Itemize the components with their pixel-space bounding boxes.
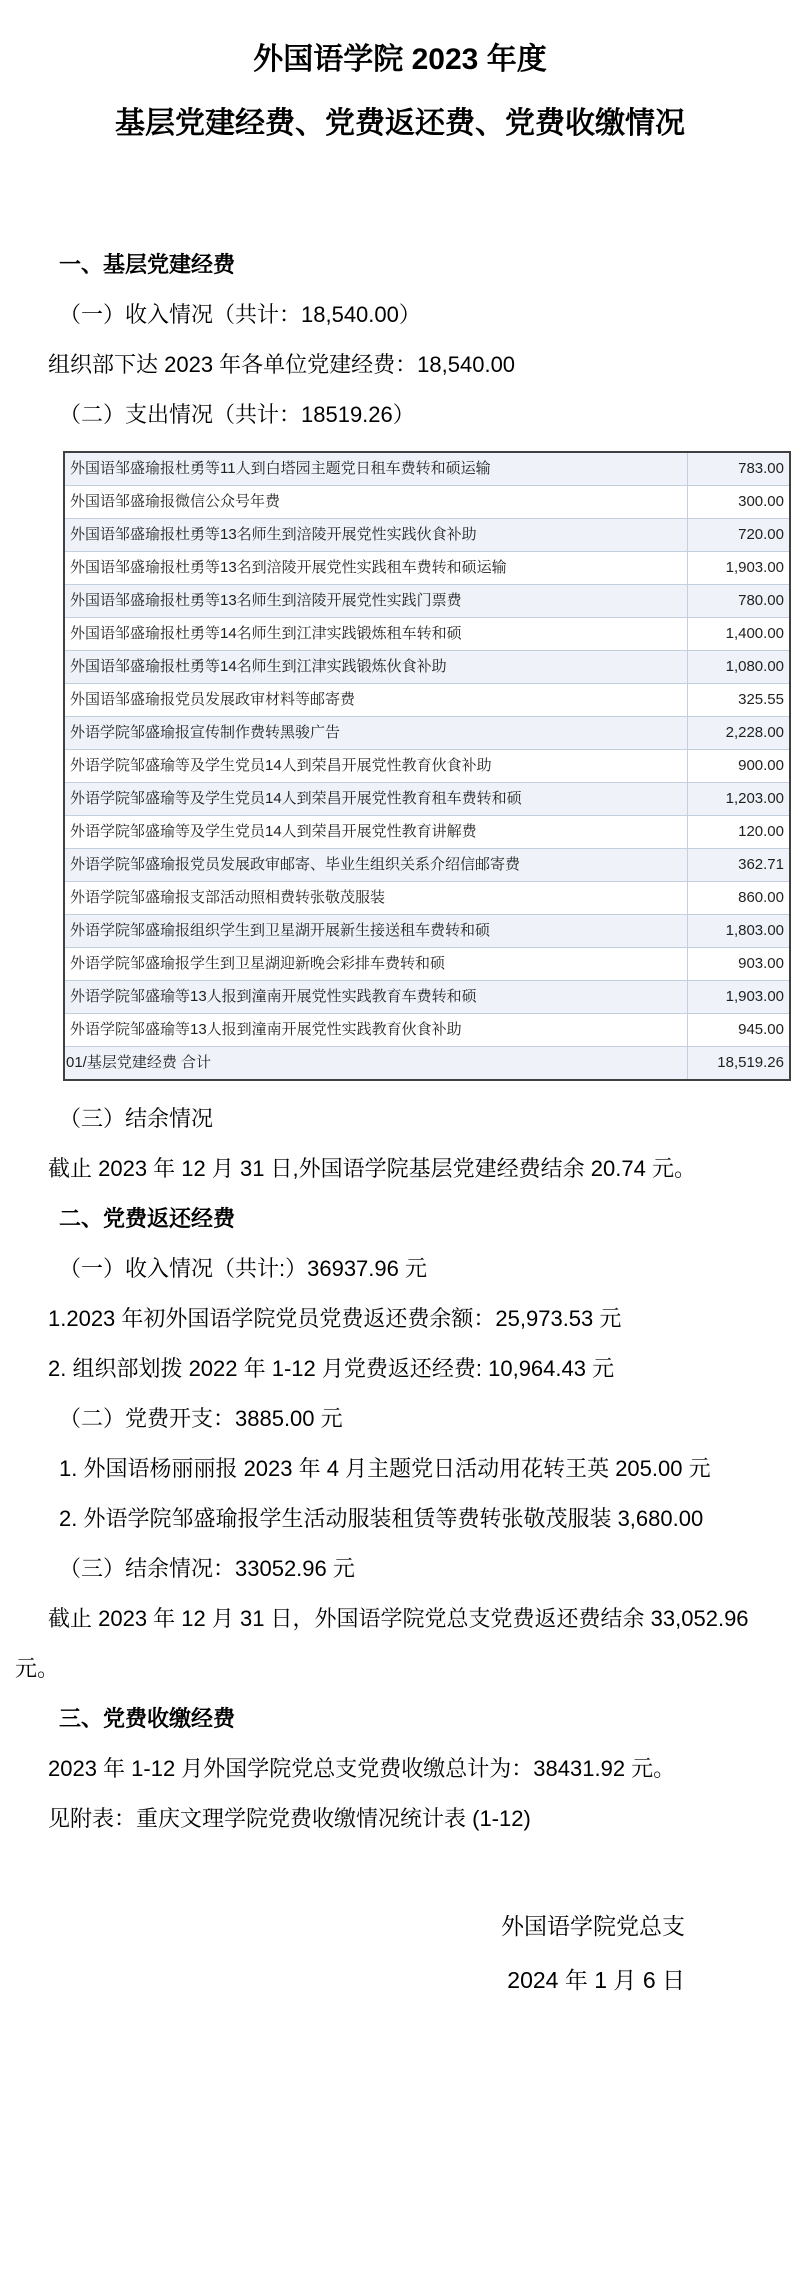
- expense-amount-cell: 362.71: [688, 849, 791, 882]
- section2-income-heading: （一）收入情况（共计:）36937.96 元: [59, 1256, 427, 1281]
- section1-expense-heading: （二）支出情况（共计：18519.26）: [59, 402, 415, 427]
- expense-row: [64, 849, 790, 882]
- expense-amount-cell: 1,803.00: [688, 915, 791, 948]
- section2-income-item1: 1.2023 年初外国语学院党员党费返还费余额：25,973.53 元: [48, 1306, 622, 1331]
- expense-desc-cell: 外国语邹盛瑜报杜勇等14名师生到江津实践锻炼伙食补助: [64, 651, 688, 684]
- document-title-line1: 外国语学院 2023 年度: [253, 43, 547, 76]
- section1-income-detail: 组织部下达 2023 年各单位党建经费：18,540.00: [48, 352, 516, 377]
- section1-heading: 一、基层党建经费: [59, 252, 236, 277]
- expense-desc-cell: 外国语邹盛瑜报杜勇等14名师生到江津实践锻炼租车转和硕: [64, 618, 688, 651]
- section2-expense-item1: 1. 外国语杨丽丽报 2023 年 4 月主题党日活动用花转王英 205.00 元: [59, 1456, 711, 1481]
- expense-amount-cell: 903.00: [688, 948, 791, 981]
- document-title-line2: 基层党建经费、党费返还费、党费收缴情况: [115, 107, 685, 140]
- section1-balance-text: 截止 2023 年 12 月 31 日,外国语学院基层党建经费结余 20.74 元。: [48, 1156, 696, 1181]
- expense-row: [64, 783, 790, 816]
- section2-balance-heading: （三）结余情况：33052.96 元: [59, 1556, 355, 1581]
- expense-desc-cell: 外语学院邹盛瑜报组织学生到卫星湖开展新生接送租车费转和硕: [64, 915, 688, 948]
- expense-desc-cell: 外国语邹盛瑜报党员发展政审材料等邮寄费: [64, 684, 688, 717]
- expense-row: [64, 915, 790, 948]
- expense-row: [64, 452, 790, 486]
- expense-desc-cell: 外国语邹盛瑜报杜勇等13名师生到涪陵开展党性实践伙食补助: [64, 519, 688, 552]
- expense-desc-cell: 外语学院邹盛瑜等及学生党员14人到荣昌开展党性教育伙食补助: [64, 750, 688, 783]
- expense-table-body: [64, 452, 790, 1080]
- section2-expense-heading: （二）党费开支：3885.00 元: [59, 1406, 343, 1431]
- expense-row: [64, 750, 790, 783]
- section1-income-heading: （一）收入情况（共计：18,540.00）: [59, 302, 421, 327]
- expense-row: [64, 651, 790, 684]
- expense-amount-cell: 1,903.00: [688, 981, 791, 1014]
- expense-amount-cell: 783.00: [688, 452, 791, 486]
- expense-total-label-cell: 01/基层党建经费 合计: [64, 1047, 688, 1081]
- expense-amount-cell: 1,903.00: [688, 552, 791, 585]
- expense-row: [64, 519, 790, 552]
- section1-balance-heading: （三）结余情况: [59, 1106, 214, 1131]
- expense-row: [64, 552, 790, 585]
- expense-desc-cell: 外语学院邹盛瑜等13人报到潼南开展党性实践教育伙食补助: [64, 1014, 688, 1047]
- signature-org: 外国语学院党总支: [501, 1913, 685, 1939]
- expense-amount-cell: 120.00: [688, 816, 791, 849]
- signature-block: [15, 1899, 785, 2007]
- section2-expense-item2: 2. 外语学院邹盛瑜报学生活动服装租赁等费转张敬茂服装 3,680.00: [59, 1506, 704, 1531]
- expense-desc-cell: 外国语邹盛瑜报杜勇等13名到涪陵开展党性实践租车费转和硕运输: [64, 552, 688, 585]
- expense-desc-cell: 外国语邹盛瑜报杜勇等11人到白塔园主题党日租车费转和硕运输: [64, 452, 688, 486]
- expense-row: [64, 882, 790, 915]
- expense-amount-cell: 1,080.00: [688, 651, 791, 684]
- signature-date: 2024 年 1 月 6 日: [507, 1967, 685, 1993]
- expense-amount-cell: 720.00: [688, 519, 791, 552]
- expense-row: [64, 486, 790, 519]
- expense-desc-cell: 外语学院邹盛瑜报党员发展政审邮寄、毕业生组织关系介绍信邮寄费: [64, 849, 688, 882]
- expense-desc-cell: 外国语邹盛瑜报微信公众号年费: [64, 486, 688, 519]
- expense-table: [63, 451, 791, 1081]
- expense-desc-cell: 外语学院邹盛瑜等及学生党员14人到荣昌开展党性教育租车费转和硕: [64, 783, 688, 816]
- expense-row: [64, 1014, 790, 1047]
- expense-total-amount-cell: 18,519.26: [688, 1047, 791, 1081]
- expense-amount-cell: 1,203.00: [688, 783, 791, 816]
- expense-row: [64, 981, 790, 1014]
- expense-row: [64, 684, 790, 717]
- expense-amount-cell: 325.55: [688, 684, 791, 717]
- expense-amount-cell: 900.00: [688, 750, 791, 783]
- expense-amount-cell: 300.00: [688, 486, 791, 519]
- section2-income-item2: 2. 组织部划拨 2022 年 1-12 月党费返还经费: 10,964.43 元: [48, 1356, 615, 1381]
- section3-total-text: 2023 年 1-12 月外国学院党总支党费收缴总计为：38431.92 元。: [48, 1756, 676, 1781]
- expense-desc-cell: 外语学院邹盛瑜报支部活动照相费转张敬茂服装: [64, 882, 688, 915]
- section2-balance-text: 截止 2023 年 12 月 31 日，外国语学院党总支党费返还费结余 33,052.96 元。: [15, 1606, 749, 1681]
- expense-amount-cell: 780.00: [688, 585, 791, 618]
- expense-amount-cell: 2,228.00: [688, 717, 791, 750]
- expense-desc-cell: 外语学院邹盛瑜报宣传制作费转黑骏广告: [64, 717, 688, 750]
- expense-desc-cell: 外语学院邹盛瑜等13人报到潼南开展党性实践教育车费转和硕: [64, 981, 688, 1014]
- section3-appendix-text: 见附表：重庆文理学院党费收缴情况统计表 (1-12): [48, 1806, 531, 1831]
- expense-row: [64, 948, 790, 981]
- expense-desc-cell: 外语学院邹盛瑜报学生到卫星湖迎新晚会彩排车费转和硕: [64, 948, 688, 981]
- expense-amount-cell: 945.00: [688, 1014, 791, 1047]
- expense-row: [64, 618, 790, 651]
- section2-heading: 二、党费返还经费: [59, 1206, 236, 1231]
- expense-row: [64, 816, 790, 849]
- expense-amount-cell: 860.00: [688, 882, 791, 915]
- expense-amount-cell: 1,400.00: [688, 618, 791, 651]
- expense-row: [64, 717, 790, 750]
- expense-total-row: [64, 1047, 790, 1081]
- expense-row: [64, 585, 790, 618]
- expense-desc-cell: 外国语邹盛瑜报杜勇等13名师生到涪陵开展党性实践门票费: [64, 585, 688, 618]
- section3-heading: 三、党费收缴经费: [59, 1706, 236, 1731]
- expense-desc-cell: 外语学院邹盛瑜等及学生党员14人到荣昌开展党性教育讲解费: [64, 816, 688, 849]
